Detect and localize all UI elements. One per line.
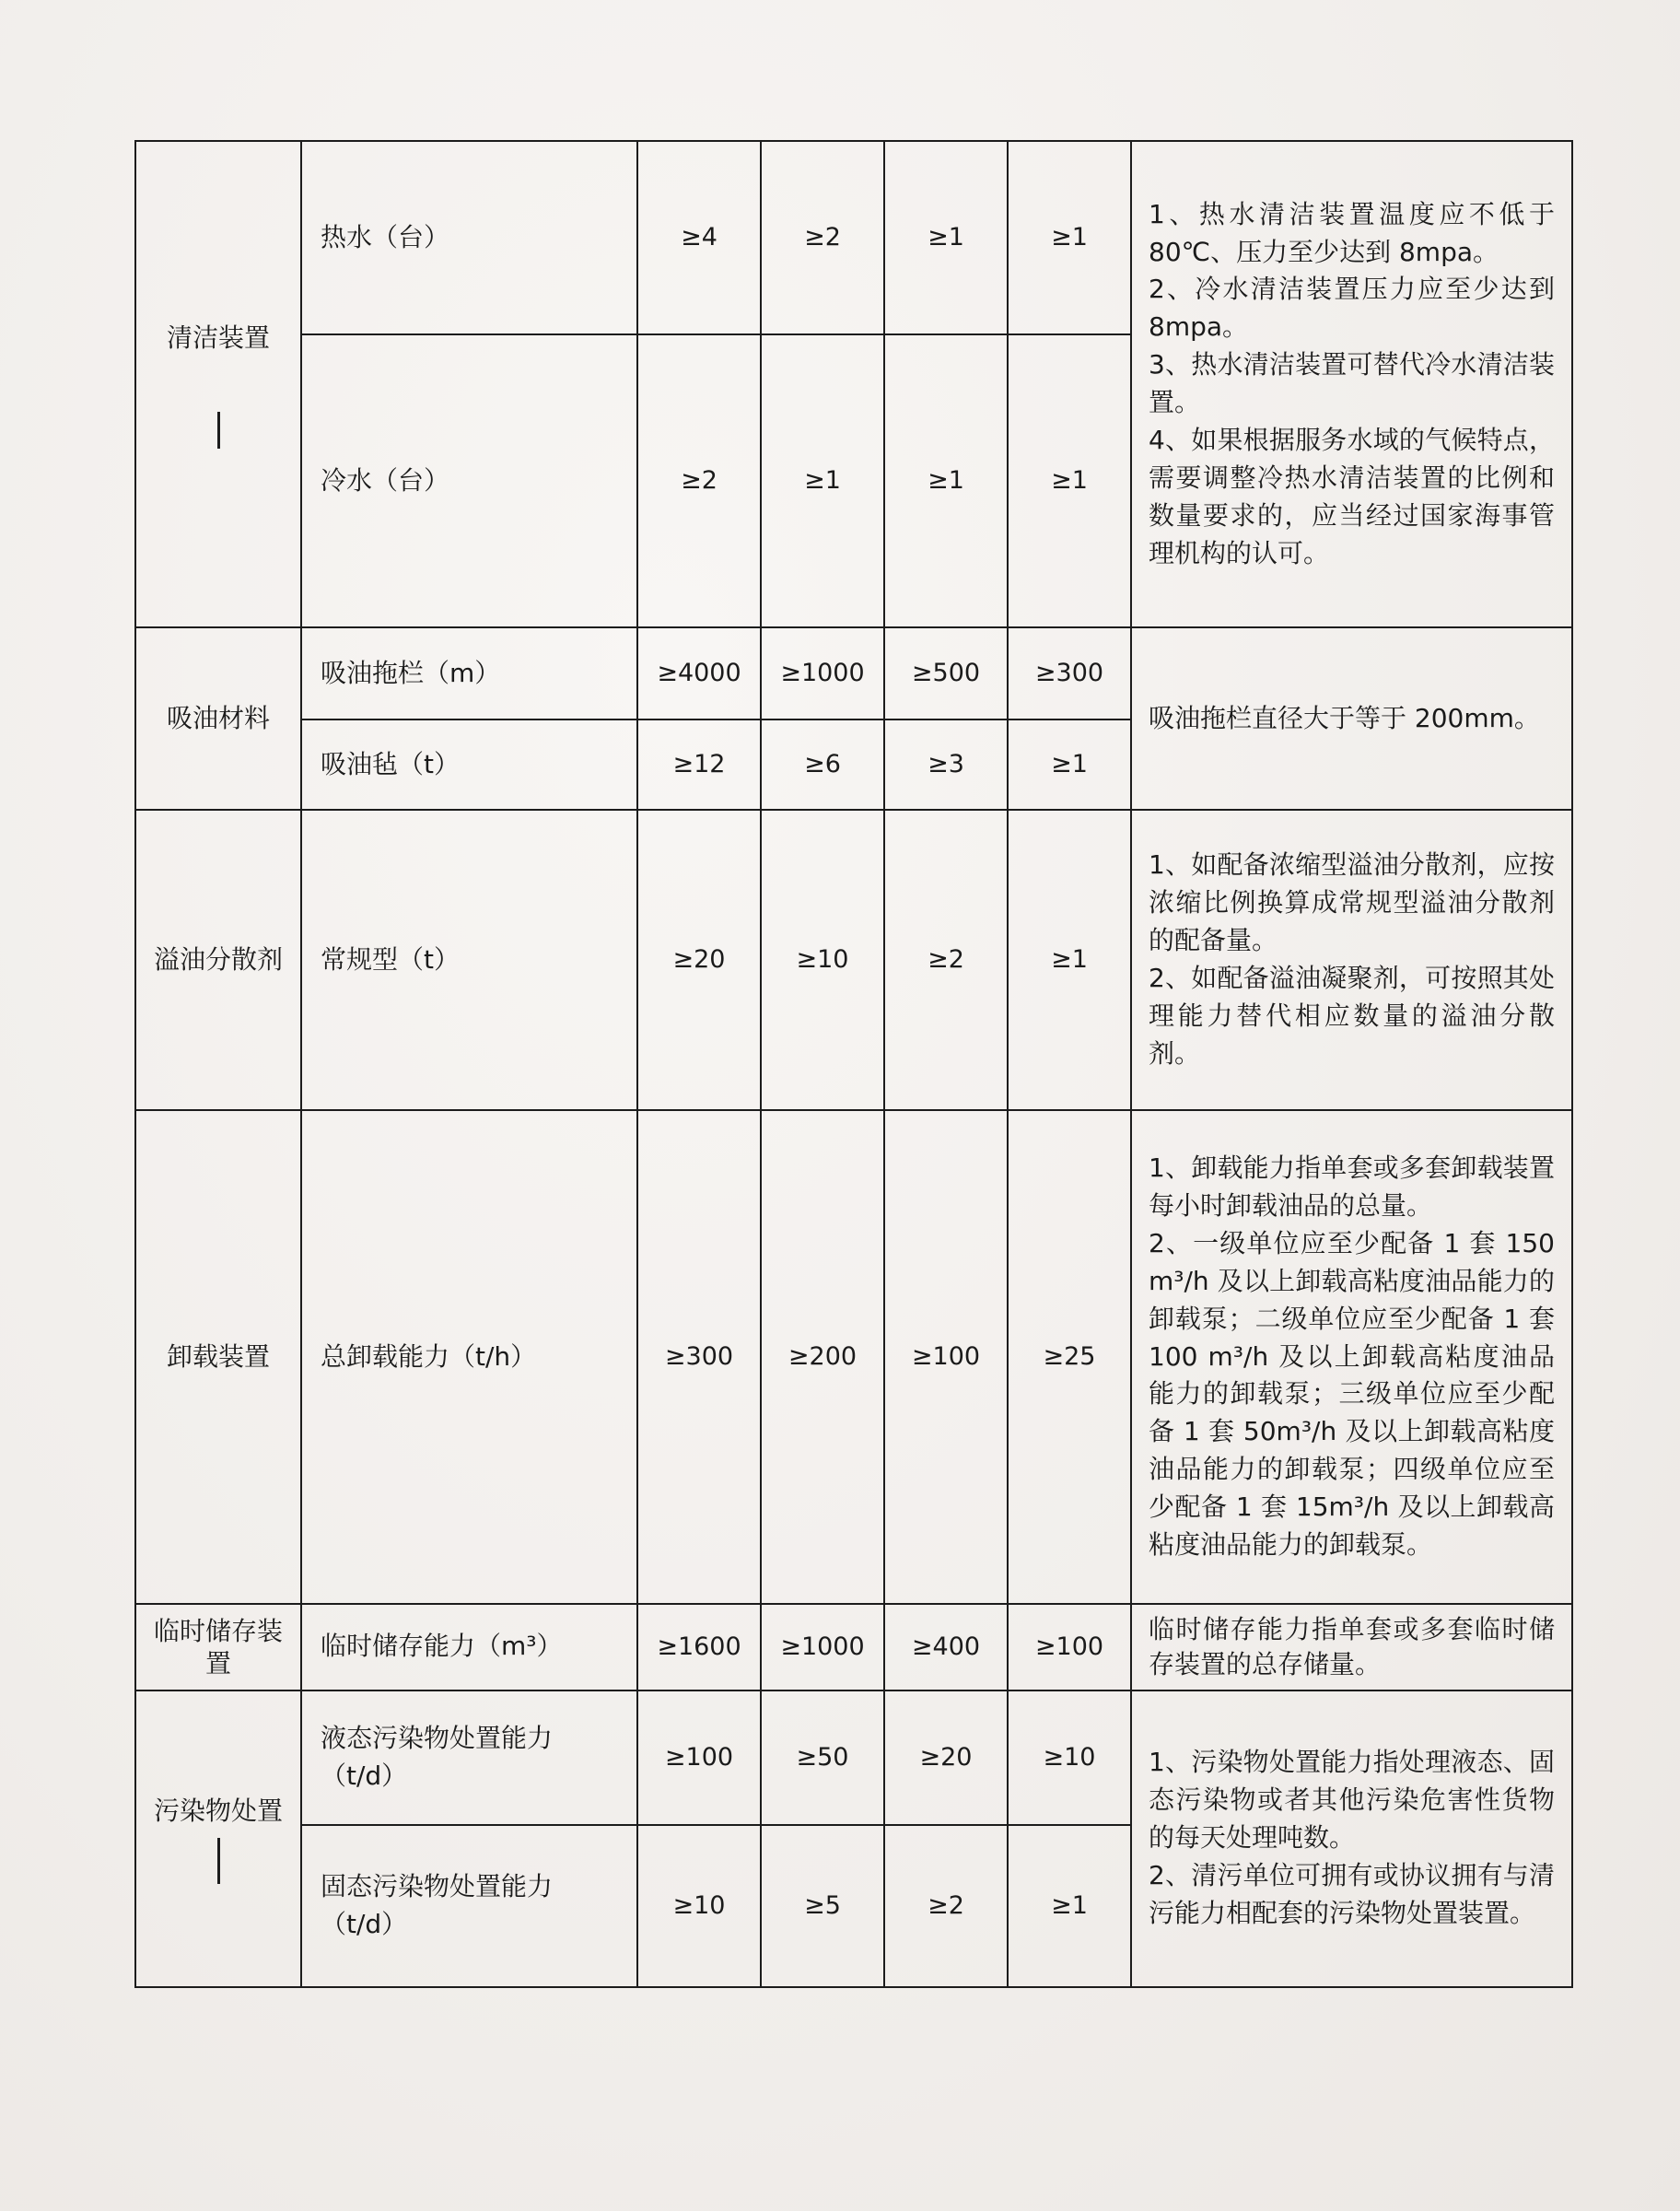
value-cell: ≥1000 <box>761 627 884 719</box>
value-cell: ≥1600 <box>637 1604 761 1690</box>
value-cell: ≥1 <box>761 334 884 627</box>
category-label: 吸油材料 <box>166 702 270 733</box>
note-line: 2、冷水清洁装置压力应至少达到 8mpa。 <box>1149 274 1555 343</box>
value-cell: ≥10 <box>761 810 884 1110</box>
category-label: 清洁装置 <box>166 322 270 353</box>
note-line: 3、热水清洁装置可替代冷水清洁装置。 <box>1149 349 1555 417</box>
category-label: 溢油分散剂 <box>153 943 283 975</box>
note-line: 1、污染物处置能力指处理液态、固态污染物或者其他污染危害性货物的每天处理吨数。 <box>1149 1747 1555 1854</box>
category-label: 污染物处置 <box>153 1796 283 1827</box>
note-cell <box>1131 810 1572 1110</box>
table-row <box>135 1604 1572 1690</box>
value-cell: ≥12 <box>637 719 761 810</box>
item-cell: 液态污染物处置能力（t/d） <box>301 1690 637 1825</box>
value-cell: ≥25 <box>1008 1110 1131 1604</box>
note-line: 1、卸载能力指单套或多套卸载装置每小时卸载油品的总量。 <box>1149 1152 1555 1222</box>
item-cell: 吸油毡（t） <box>301 719 637 810</box>
value-cell: ≥20 <box>884 1690 1008 1825</box>
value-cell: ≥4000 <box>637 627 761 719</box>
table-row <box>135 1110 1572 1604</box>
value-cell: ≥1 <box>884 141 1008 334</box>
value-cell: ≥300 <box>637 1110 761 1604</box>
note-line: 2、如配备溢油凝聚剂，可按照其处理能力替代相应数量的溢油分散剂。 <box>1149 963 1555 1069</box>
value-cell: ≥1 <box>884 334 1008 627</box>
value-cell: ≥4 <box>637 141 761 334</box>
note-cell <box>1131 141 1572 627</box>
item-cell: 冷水（台） <box>301 334 637 627</box>
value-cell: ≥20 <box>637 810 761 1110</box>
category-cell <box>135 1604 301 1690</box>
equipment-spec-table <box>134 140 1573 1988</box>
category-cell <box>135 1690 301 1987</box>
value-cell: ≥100 <box>884 1110 1008 1604</box>
category-cell <box>135 627 301 810</box>
note-cell <box>1131 1110 1572 1604</box>
note-cell <box>1131 1690 1572 1987</box>
value-cell: ≥6 <box>761 719 884 810</box>
value-cell: ≥3 <box>884 719 1008 810</box>
value-cell: ≥2 <box>637 334 761 627</box>
item-cell: 常规型（t） <box>301 810 637 1110</box>
value-cell: ≥1 <box>1008 719 1131 810</box>
value-cell: ≥1 <box>1008 141 1131 334</box>
item-cell: 总卸载能力（t/h） <box>301 1110 637 1604</box>
pencil-mark <box>217 412 220 449</box>
value-cell: ≥1 <box>1008 810 1131 1110</box>
value-cell: ≥5 <box>761 1825 884 1987</box>
table-row <box>135 1690 1572 1825</box>
value-cell: ≥2 <box>884 1825 1008 1987</box>
value-cell: ≥2 <box>761 141 884 334</box>
value-cell: ≥1 <box>1008 1825 1131 1987</box>
value-cell: ≥10 <box>1008 1690 1131 1825</box>
value-cell: ≥100 <box>637 1690 761 1825</box>
table-row <box>135 810 1572 1110</box>
category-cell <box>135 1110 301 1604</box>
table-row <box>135 141 1572 334</box>
pencil-mark <box>217 1838 220 1884</box>
table-row <box>135 627 1572 719</box>
note-cell <box>1131 627 1572 810</box>
note-cell <box>1131 1604 1572 1690</box>
value-cell: ≥500 <box>884 627 1008 719</box>
value-cell: ≥1 <box>1008 334 1131 627</box>
item-cell: 固态污染物处置能力（t/d） <box>301 1825 637 1987</box>
value-cell: ≥400 <box>884 1604 1008 1690</box>
note-line: 4、如果根据服务水域的气候特点，需要调整冷热水清洁装置的比例和数量要求的，应当经过国家海事管理机构的认可。 <box>1149 424 1555 568</box>
value-cell: ≥300 <box>1008 627 1131 719</box>
note-line: 临时储存能力指单套或多套临时储存装置的总存储量。 <box>1149 1614 1555 1679</box>
note-line: 吸油拖栏直径大于等于 200mm。 <box>1149 702 1540 733</box>
category-cell <box>135 141 301 627</box>
note-line: 1、热水清洁装置温度应不低于80℃、压力至少达到 8mpa。 <box>1149 198 1555 267</box>
item-cell: 热水（台） <box>301 141 637 334</box>
value-cell: ≥100 <box>1008 1604 1131 1690</box>
note-line: 2、一级单位应至少配备 1 套 150 m³/h 及以上卸载高粘度油品能力的卸载泵；二级单位应至少配备 1 套 100 m³/h 及以上卸载高粘度油品能力的卸载泵；三级单位应至少配备 1 套 50m³/h 及以上卸载高粘度油品能力的卸载泵；四级单位应至少配备 1 套 15m³/h 及以上卸载高粘度油品能力的卸载泵。 <box>1149 1227 1555 1560</box>
value-cell: ≥1000 <box>761 1604 884 1690</box>
category-label: 临时储存装置 <box>153 1615 283 1679</box>
category-label: 卸载装置 <box>166 1340 270 1372</box>
item-cell: 临时储存能力（m³） <box>301 1604 637 1690</box>
item-cell: 吸油拖栏（m） <box>301 627 637 719</box>
value-cell: ≥2 <box>884 810 1008 1110</box>
category-cell <box>135 810 301 1110</box>
value-cell: ≥200 <box>761 1110 884 1604</box>
value-cell: ≥10 <box>637 1825 761 1987</box>
note-line: 1、如配备浓缩型溢油分散剂，应按浓缩比例换算成常规型溢油分散剂的配备量。 <box>1149 849 1555 956</box>
value-cell: ≥50 <box>761 1690 884 1825</box>
note-line: 2、清污单位可拥有或协议拥有与清污能力相配套的污染物处置装置。 <box>1149 1860 1555 1928</box>
